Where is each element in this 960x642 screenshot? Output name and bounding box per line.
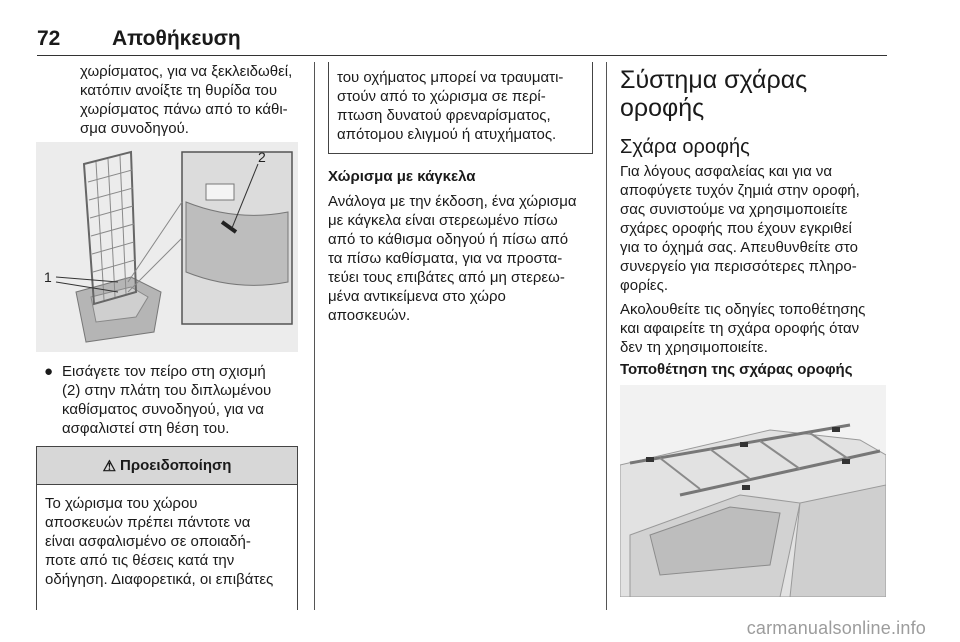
warning-title: Προειδοποίηση (120, 457, 232, 474)
text-line: Ακολουθείτε τις οδηγίες τοποθέτησης (620, 301, 866, 318)
text-line: για το όχημά σας. Απευθυνθείτε στο (620, 239, 858, 256)
title-line: οροφής (620, 94, 705, 122)
text-line: Για λόγους ασφαλείας και για να (620, 163, 833, 180)
text-line: σμα συνοδηγού. (80, 120, 189, 137)
text-line: ασφαλιστεί στη θέση του. (62, 420, 230, 437)
text-line: είναι ασφαλισμένο σε οποιαδή- (45, 533, 251, 550)
callout-1: 1 (44, 269, 52, 285)
text-line: αποσκευών πρέπει πάντοτε να (45, 514, 251, 531)
chapter-title (620, 66, 890, 122)
text-line: χωρίσματος, για να ξεκλειδωθεί, (80, 63, 293, 80)
text-line: στούν από το χώρισμα σε περί- (337, 88, 546, 105)
text-line: οδήγηση. Διαφορετικά, οι επιβάτες (45, 571, 274, 588)
roof-rack-figure (620, 385, 886, 597)
col3-body (620, 162, 890, 362)
text-line: σχάρες οροφής που έχουν εγκριθεί (620, 220, 852, 237)
text-line: Ανάλογα με την έκδοση, ένα χώρισμα (328, 193, 577, 210)
text-line: με κάγκελα είναι στερεωμένο πίσω (328, 212, 558, 229)
text-line: τα πίσω καθίσματα, για να προστα- (328, 250, 563, 267)
bullet-icon: ● (44, 363, 54, 380)
section-subtitle: Σχάρα οροφής (620, 136, 750, 158)
warning-header (37, 447, 297, 485)
text-line: από το κάθισμα οδηγού ή πίσω από (328, 231, 569, 248)
text-line: συνεργείο για περισσότερες πληρο- (620, 258, 857, 275)
site-watermark: carmanualsonline.info (746, 618, 926, 638)
paragraph (620, 300, 890, 357)
title-line: Σύστημα σχάρας (620, 66, 808, 94)
page-number: 72 (37, 27, 61, 50)
text-line: χωρίσματος πάνω από το κάθι- (80, 101, 288, 118)
text-line: φορίες. (620, 277, 669, 294)
header-divider (37, 55, 887, 56)
text-line: δεν τη χρησιμοποιείτε. (620, 339, 768, 356)
text-line: σας συνιστούμε να χρησιμοποιείτε (620, 201, 848, 218)
text-line: του οχήματος μπορεί να τραυματι- (337, 69, 564, 86)
text-line: Το χώρισμα του χώρου (45, 495, 198, 512)
text-line: πτωση δυνατού φρεναρίσματος, (337, 107, 551, 124)
text-line: μένα αντικείμενα στο χώρο (328, 288, 506, 305)
col2-body (328, 192, 598, 325)
warning-triangle-icon: ⚠ (102, 457, 117, 475)
text-line: και αφαιρείτε τη σχάρα οροφής όταν (620, 320, 860, 337)
text-line: ποτε από τις θέσεις κατά την (45, 552, 235, 569)
page-title: Αποθήκευση (112, 27, 241, 50)
paragraph (620, 162, 890, 295)
warning-box-continued (328, 62, 593, 154)
partition-figure (36, 142, 298, 352)
warning-box (36, 446, 298, 610)
column-divider (314, 62, 315, 610)
text-line: (2) στην πλάτη του διπλωμένου (62, 382, 272, 399)
col1-intro (80, 62, 300, 138)
section-heading: Χώρισμα με κάγκελα (328, 168, 476, 185)
column-divider (606, 62, 607, 610)
text-line: αποσκευών. (328, 307, 411, 324)
text-line: καθίσματος συνοδηγού, για να (62, 401, 264, 418)
section-heading: Τοποθέτηση της σχάρας οροφής (620, 361, 853, 378)
text-line: κατόπιν ανοίξτε τη θυρίδα του (80, 82, 278, 99)
text-line: τεύει τους επιβάτες από μη στερεω- (328, 269, 565, 286)
text-line: απότομου ελιγμού ή ατυχήματος. (337, 126, 557, 143)
text-line: αποφύγετε τυχόν ζημιά στην οροφή, (620, 182, 860, 199)
callout-2: 2 (258, 149, 266, 165)
warning-body (37, 485, 297, 589)
text-line: Εισάγετε τον πείρο στη σχισμή (62, 363, 266, 380)
